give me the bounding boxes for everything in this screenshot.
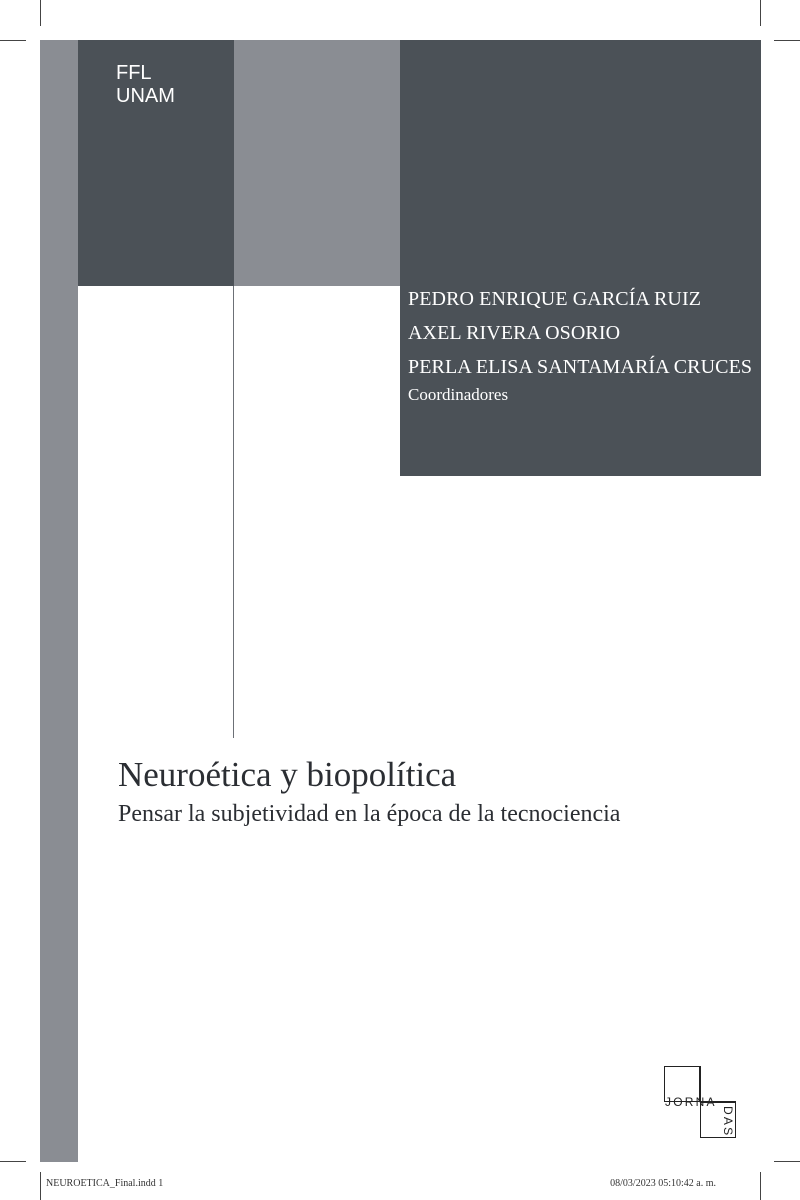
publisher-line: FFL bbox=[116, 62, 152, 84]
slug-timestamp: 08/03/2023 05:10:42 a. m. bbox=[610, 1178, 716, 1189]
coordinator-name: PERLA ELISA SANTAMARÍA CRUCES bbox=[408, 356, 753, 378]
coordinators-role: Coordinadores bbox=[408, 385, 509, 404]
coordinator-name: AXEL RIVERA OSORIO bbox=[408, 322, 621, 344]
cover-divider-line bbox=[233, 286, 234, 738]
crop-mark bbox=[0, 1161, 26, 1162]
cover-mid-block bbox=[234, 40, 400, 286]
crop-mark bbox=[760, 0, 761, 26]
crop-mark bbox=[774, 40, 800, 41]
book-subtitle: Pensar la subjetividad en la época de la tecnociencia bbox=[118, 801, 621, 827]
coordinator-name: PEDRO ENRIQUE GARCÍA RUIZ bbox=[408, 288, 702, 310]
publisher-line: UNAM bbox=[116, 85, 175, 107]
crop-mark bbox=[0, 40, 26, 41]
crop-mark bbox=[40, 0, 41, 26]
series-logo-text: DAS bbox=[721, 1106, 735, 1138]
publisher-name bbox=[116, 62, 175, 108]
coordinators-list bbox=[408, 282, 752, 408]
series-logo-text: JORNA bbox=[665, 1095, 717, 1109]
slug-filename: NEUROETICA_Final.indd 1 bbox=[46, 1178, 164, 1189]
coordinators-block bbox=[400, 40, 761, 476]
crop-mark bbox=[40, 1172, 41, 1200]
series-logo bbox=[664, 1066, 736, 1138]
book-title: Neuroética y biopolítica bbox=[118, 755, 457, 794]
crop-mark bbox=[760, 1172, 761, 1200]
cover-left-strip bbox=[40, 40, 78, 1162]
crop-mark bbox=[774, 1161, 800, 1162]
